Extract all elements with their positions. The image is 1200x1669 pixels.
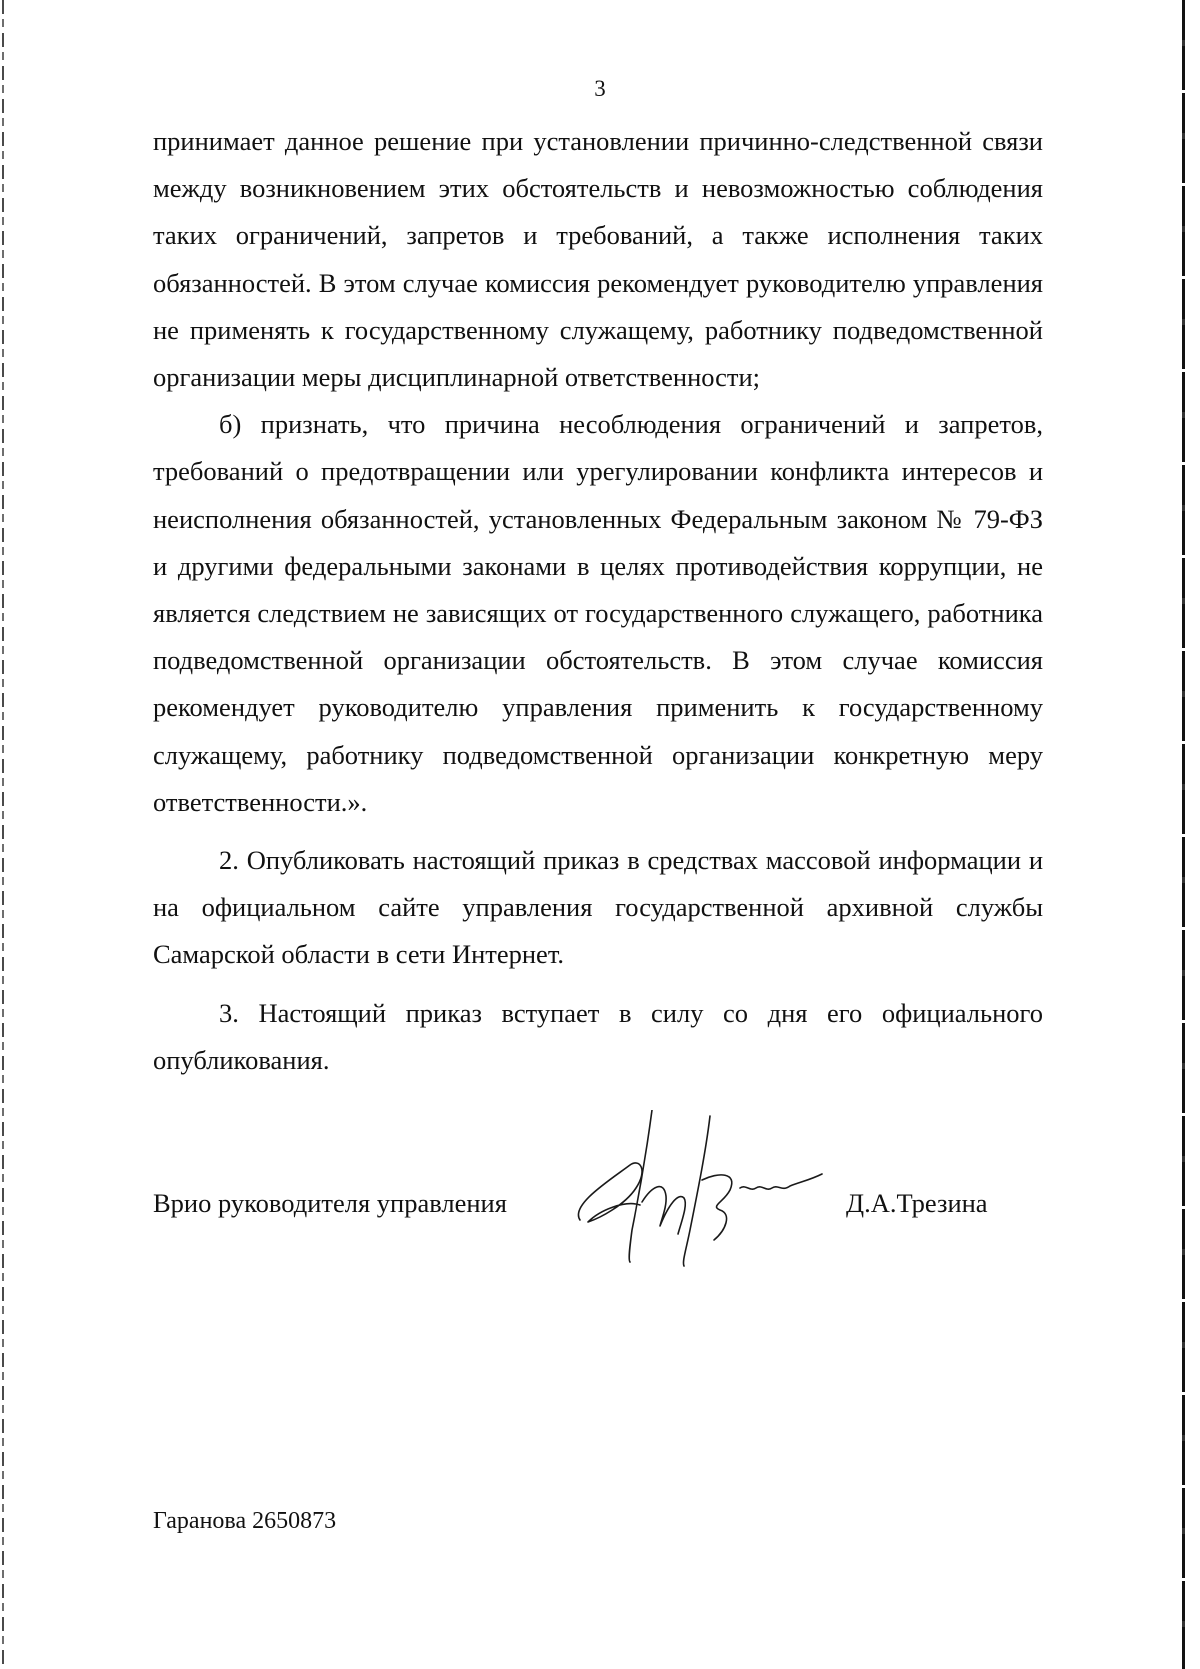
contact-line: Гаранова 2650873 xyxy=(153,1508,337,1534)
paragraph-item-2: 2. Опубликовать настоящий приказ в средствах массовой информации и на официальном сайте управления государственной архивной службы Самарской области в сети Интернет. xyxy=(153,845,1043,970)
paragraph-continuation: принимает данное решение при установлении причинно-следственной связи между возникновением этих обстоятельств и невозможностью соблюдения таких ограничений, запретов и требований, а также исполнения таких обязанностей. В этом случае комиссия рекомендует руководителю управления не применять к государственному служащему, работнику подведомственной организации меры дисциплинарной ответственности; xyxy=(153,126,1043,393)
scan-edge-left xyxy=(2,0,4,1669)
page-number: 3 xyxy=(594,76,606,101)
signatory-name: Д.А.Трезина xyxy=(846,1188,988,1218)
paragraph-subitem-b: б) признать, что причина несоблюдения ограничений и запретов, требований о предотвращении или урегулировании конфликта интересов и неисполнения обязанностей, установленных Федеральным законом № 79-ФЗ и другими федеральными законами в целях противодействия коррупции, не является следствием не зависящих от государственного служащего, работника подведомственной организации обстоятельств. В этом случае комиссия рекомендует руководителю управления применить к государственному служащему, работнику подведомственной организации конкретную меру ответственности.». xyxy=(153,409,1043,817)
document-body xyxy=(153,118,1043,1084)
scan-edge-right xyxy=(1182,0,1185,1669)
paragraph-item-3: 3. Настоящий приказ вступает в силу со дня его официального опубликования. xyxy=(153,997,1043,1075)
signatory-title: Врио руководителя управления xyxy=(153,1188,507,1218)
handwritten-signature xyxy=(570,1110,850,1270)
